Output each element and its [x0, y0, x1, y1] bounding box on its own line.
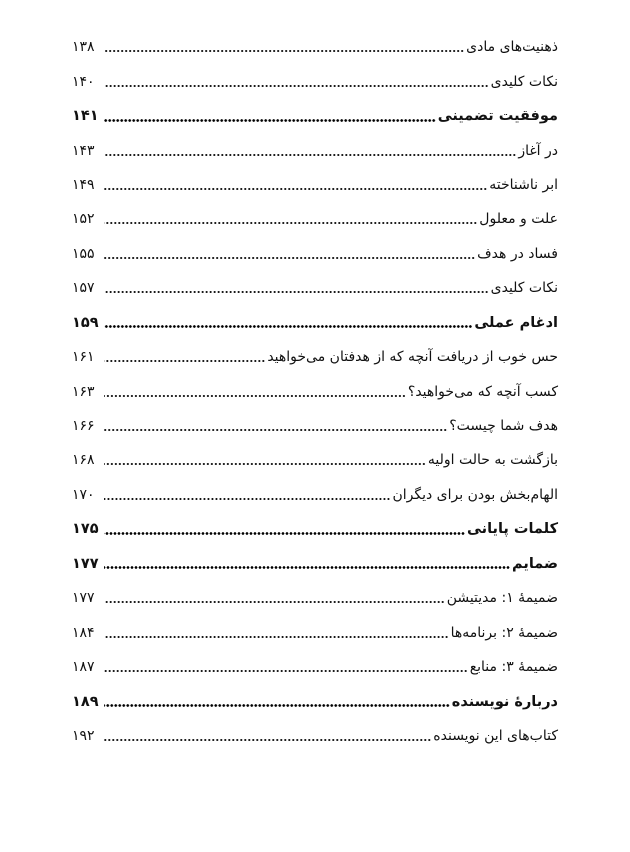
toc-entry-title: الهام‌بخش بودن برای دیگران [392, 486, 558, 503]
toc-entry-page: ۱۷۷ [72, 555, 99, 572]
dot-leader [104, 188, 487, 190]
toc-entry-title: موفقیت تضمینی [437, 108, 558, 125]
toc-entry [72, 650, 558, 684]
dot-leader [104, 739, 431, 741]
dot-leader [104, 222, 477, 224]
toc-entry-page: ۱۶۳ [72, 383, 95, 400]
dot-leader [104, 566, 510, 569]
toc-entry-page: ۱۴۹ [72, 176, 95, 193]
toc-chapter-entry [72, 547, 558, 581]
toc-entry-title: نکات کلیدی [490, 280, 558, 297]
dot-leader [104, 429, 447, 431]
dot-leader [104, 119, 436, 122]
toc-entry-page: ۱۴۳ [72, 142, 95, 159]
toc-entry-page: ۱۷۷ [72, 590, 95, 607]
toc-entry-title: ابر ناشناخته [489, 176, 558, 193]
toc-entry-title: ادغام عملی [474, 314, 558, 331]
toc-entry-title: ضمیمۀ ۳: منابع [469, 659, 558, 676]
dot-leader [104, 670, 468, 672]
dot-leader [104, 325, 472, 328]
toc-entry-title: حس خوب از دریافت آنچه که از هدفتان می‌خواهید [267, 349, 558, 366]
toc-entry [72, 581, 558, 615]
toc-entry-title: در آغاز [518, 142, 558, 159]
toc-entry-page: ۱۵۵ [72, 245, 95, 262]
toc-entry-title: کلمات پایانی [466, 521, 558, 538]
toc-entry-page: ۱۸۹ [72, 693, 99, 710]
toc-entry-page: ۱۴۰ [72, 73, 95, 90]
dot-leader [104, 257, 475, 259]
toc-entry-title: ضمیمۀ ۱: مدیتیشن [446, 590, 558, 607]
toc-entry-page: ۱۶۱ [72, 349, 95, 366]
toc-entry-page: ۱۵۹ [72, 314, 99, 331]
toc-entry [72, 443, 558, 477]
toc-entry-title: ذهنیت‌های مادی [466, 39, 558, 56]
toc-entry-page: ۱۹۲ [72, 727, 95, 744]
toc-entry-page: ۱۷۰ [72, 486, 95, 503]
toc-entry-page: ۱۵۲ [72, 211, 95, 228]
toc-entry [72, 30, 558, 64]
toc-entry [72, 478, 558, 512]
toc-entry-title: نکات کلیدی [490, 73, 558, 90]
toc-entry [72, 374, 558, 408]
toc-entry [72, 615, 558, 649]
toc-entry-title: بازگشت به حالت اولیه [427, 452, 558, 469]
toc-entry-page: ۱۸۷ [72, 659, 95, 676]
toc-entry [72, 133, 558, 167]
dot-leader [104, 291, 489, 293]
toc-entry-page: ۱۴۱ [72, 108, 99, 125]
toc-entry-title: ضمایم [512, 555, 558, 572]
toc-entry-page: ۱۶۶ [72, 418, 95, 435]
dot-leader [104, 360, 265, 362]
dot-leader [104, 601, 445, 603]
toc-entry-page: ۱۷۵ [72, 521, 99, 538]
toc-entry [72, 202, 558, 236]
toc-entry-title: کتاب‌های این نویسنده [433, 727, 558, 744]
dot-leader [104, 85, 489, 87]
toc-entry-title: فساد در هدف [477, 245, 558, 262]
toc-entry [72, 719, 558, 753]
toc-entry-title: ضمیمۀ ۲: برنامه‌ها [450, 624, 558, 641]
toc-entry [72, 340, 558, 374]
toc-chapter-entry [72, 306, 558, 340]
toc-chapter-entry [72, 99, 558, 133]
toc-entry [72, 409, 558, 443]
dot-leader [104, 395, 406, 397]
toc-chapter-entry [72, 512, 558, 546]
toc-entry-page: ۱۶۸ [72, 452, 95, 469]
toc-entry-title: هدف شما چیست؟ [449, 418, 558, 435]
dot-leader [104, 532, 465, 535]
dot-leader [104, 498, 390, 500]
dot-leader [104, 50, 464, 52]
toc-entry [72, 64, 558, 98]
table-of-contents [72, 30, 558, 753]
toc-entry-page: ۱۳۸ [72, 39, 95, 56]
dot-leader [104, 154, 516, 156]
toc-entry-title: کسب آنچه که می‌خواهید؟ [407, 383, 558, 400]
dot-leader [104, 463, 426, 465]
toc-chapter-entry [72, 684, 558, 718]
toc-entry [72, 271, 558, 305]
toc-entry [72, 168, 558, 202]
toc-entry [72, 237, 558, 271]
toc-entry-page: ۱۵۷ [72, 280, 95, 297]
toc-entry-title: علت و معلول [479, 211, 558, 228]
dot-leader [104, 636, 449, 638]
toc-entry-page: ۱۸۴ [72, 624, 95, 641]
dot-leader [104, 704, 450, 707]
toc-entry-title: دربارۀ نویسنده [451, 693, 558, 710]
